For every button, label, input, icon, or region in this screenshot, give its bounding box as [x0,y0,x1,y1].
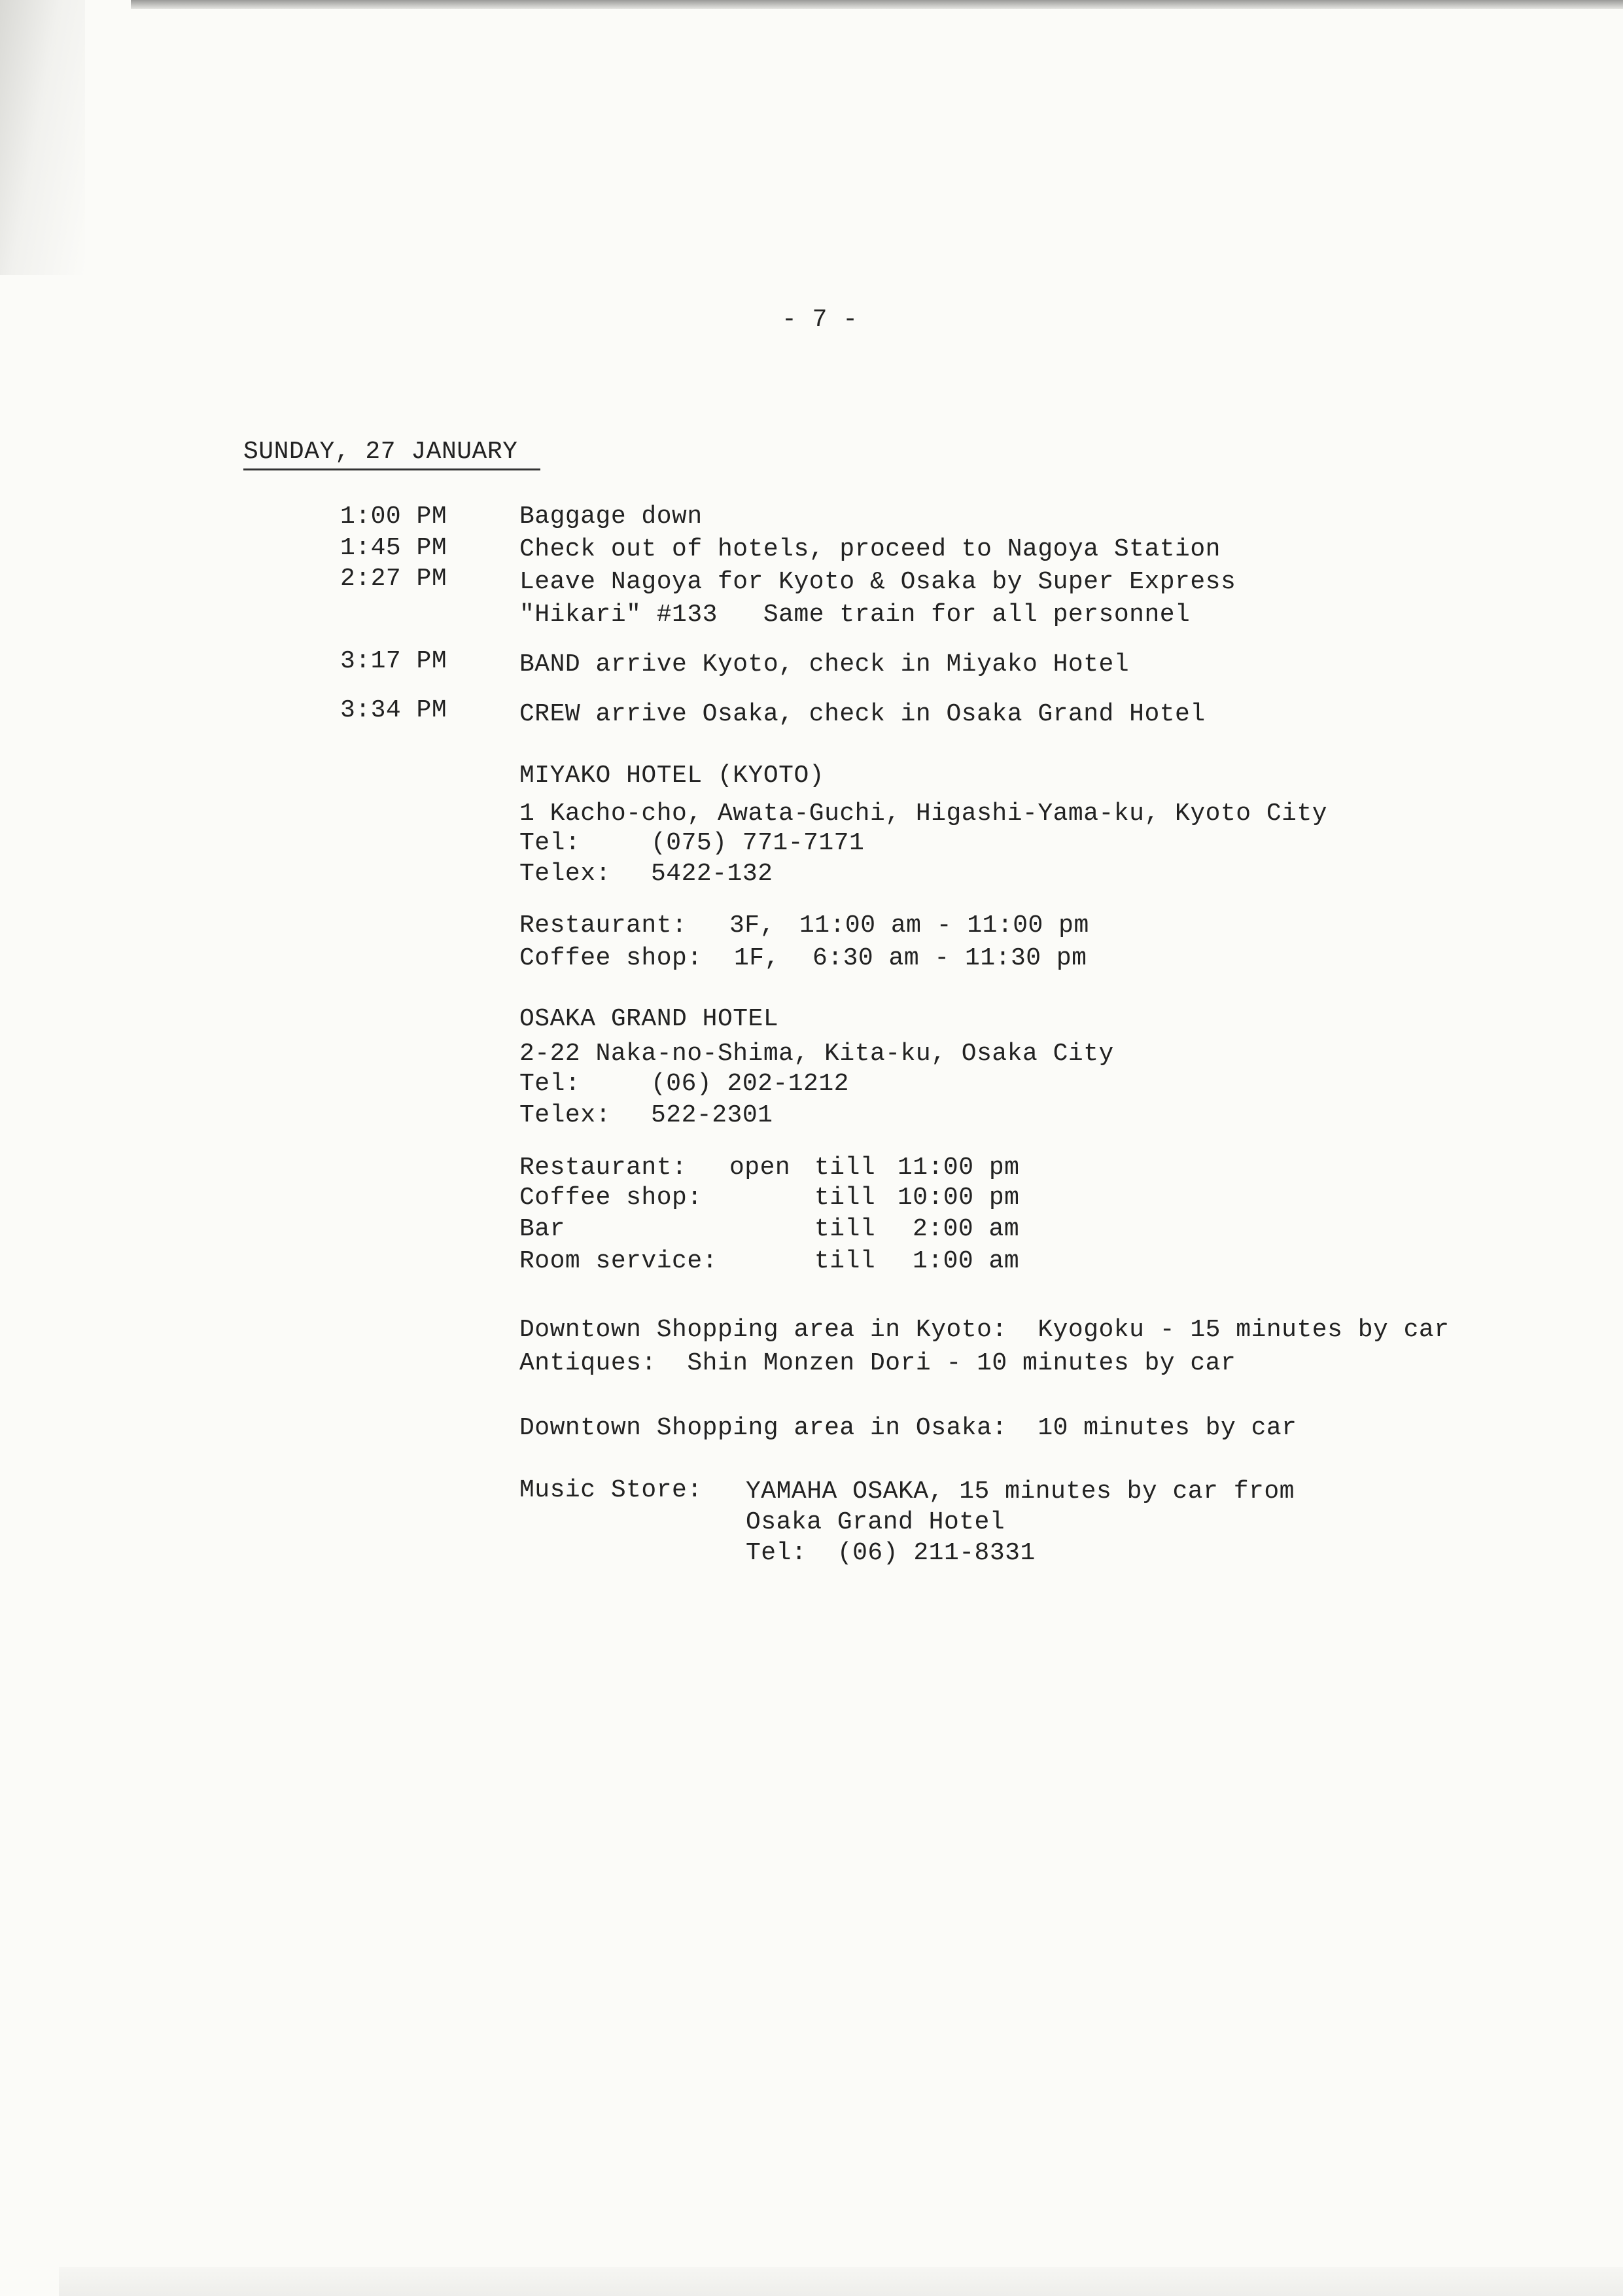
schedule-text-continuation: "Hikari" #133 Same train for all personnel [519,601,1191,629]
telex-value: 5422-132 [651,860,773,888]
schedule-text: Check out of hotels, proceed to Nagoya Station [519,535,1221,563]
schedule-time: 1:00 PM [340,503,447,531]
shopping-kyoto: Downtown Shopping area in Kyoto: Kyogoku - 15 minutes by car [519,1316,1450,1344]
hours-till: till [814,1215,876,1243]
restaurant-label: Restaurant: [519,911,688,940]
hotel-name: MIYAKO HOTEL (KYOTO) [519,762,825,790]
schedule-time: 3:17 PM [340,647,447,675]
hotel-name: OSAKA GRAND HOTEL [519,1005,779,1033]
hours-label: Bar [519,1215,565,1243]
coffee-shop-hours: 6:30 am - 11:30 pm [812,944,1087,972]
hotel-address: 1 Kacho-cho, Awata-Guchi, Higashi-Yama-ku, Kyoto City [519,800,1328,828]
hours-till: till [814,1247,876,1275]
music-store-label: Music Store: [519,1476,703,1504]
tel-label: Tel: [519,829,581,857]
tel-value: (06) 202-1212 [651,1070,849,1098]
page-number: - 7 - [782,306,858,334]
schedule-text: BAND arrive Kyoto, check in Miyako Hotel [519,650,1130,679]
schedule-text: Leave Nagoya for Kyoto & Osaka by Super Express [519,568,1236,596]
coffee-shop-label: Coffee shop: [519,944,703,972]
telex-label: Telex: [519,1101,611,1129]
schedule-time: 2:27 PM [340,565,447,593]
shopping-osaka: Downtown Shopping area in Osaka: 10 minutes by car [519,1414,1297,1442]
restaurant-floor: 3F, [729,911,775,940]
music-store-phone: Tel: (06) 211-8331 [746,1539,1036,1567]
tel-label: Tel: [519,1070,581,1098]
telex-value: 522-2301 [651,1101,773,1129]
schedule-text: Baggage down [519,503,703,531]
music-store-line: YAMAHA OSAKA, 15 minutes by car from [746,1477,1295,1506]
schedule-text: CREW arrive Osaka, check in Osaka Grand Hotel [519,700,1206,728]
hours-time: 2:00 am [913,1215,1020,1243]
hours-label: Coffee shop: [519,1184,703,1212]
restaurant-hours: 11:00 am - 11:00 pm [799,911,1089,940]
hours-prefix: open [729,1154,791,1182]
antiques: Antiques: Shin Monzen Dori - 10 minutes by car [519,1349,1236,1377]
schedule-time: 3:34 PM [340,696,447,724]
coffee-shop-floor: 1F, [734,944,780,972]
music-store-line: Osaka Grand Hotel [746,1508,1005,1536]
hours-till: till [814,1154,876,1182]
hours-time: 10:00 pm [898,1184,1020,1212]
hotel-address: 2-22 Naka-no-Shima, Kita-ku, Osaka City [519,1040,1114,1068]
schedule-time: 1:45 PM [340,534,447,562]
hours-time: 11:00 pm [898,1154,1020,1182]
hours-label: Room service: [519,1247,718,1275]
day-heading: SUNDAY, 27 JANUARY [243,438,518,466]
hours-till: till [814,1184,876,1212]
hours-time: 1:00 am [913,1247,1020,1275]
heading-underline [243,468,540,470]
telex-label: Telex: [519,860,611,888]
hours-label: Restaurant: [519,1154,688,1182]
tel-value: (075) 771-7171 [651,829,865,857]
